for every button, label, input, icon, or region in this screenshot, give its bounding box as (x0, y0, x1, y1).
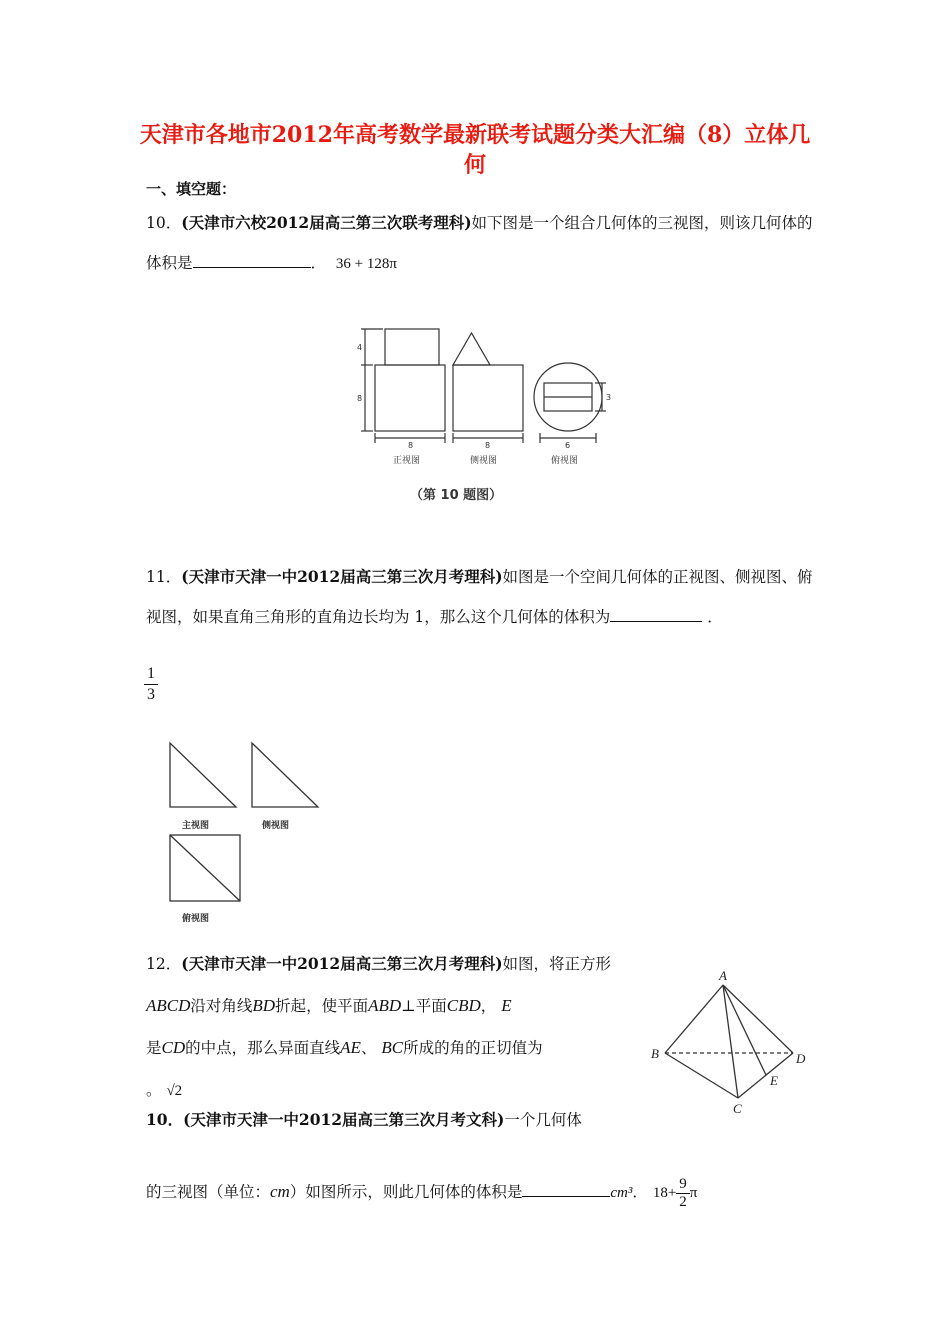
question-10 (146, 203, 816, 284)
question-number: 12． (146, 955, 182, 973)
point-label-c: C (733, 1101, 742, 1115)
fraction-numerator: 9 (676, 1176, 690, 1194)
tetrahedron-figure-q12 (645, 965, 820, 1115)
question-text: 如下图是一个组合几何体的三视图，则该几何体的体积是 (146, 214, 813, 272)
section-heading: 一、填空题： (146, 180, 237, 198)
dim-label: 6 (565, 441, 571, 450)
side-view-triangle (252, 743, 318, 807)
question-number: 10． (146, 214, 182, 232)
math-term: BC (381, 1038, 404, 1057)
question-source: (天津市六校2012届高三第三次联考理科) (181, 213, 472, 232)
point-label-b: B (651, 1046, 659, 1061)
answer-fraction (676, 1176, 690, 1211)
three-view-figure-q10 (355, 325, 615, 475)
question-text: 折起，使平面 (275, 997, 369, 1015)
dim-label: 8 (408, 441, 414, 450)
question-text: 平面 (415, 997, 447, 1015)
side-view-triangle (453, 333, 490, 365)
answer-text: √2 (166, 1083, 183, 1099)
side-view-label: 侧视图 (470, 456, 498, 466)
front-view-top-box (385, 329, 439, 365)
dim-label: 8 (485, 441, 491, 450)
answer-blank (522, 1178, 610, 1197)
math-term: ABCD (146, 996, 191, 1015)
dim-label: 4 (357, 343, 363, 352)
math-term: ABD (368, 996, 402, 1015)
question-source: (天津市天津一中2012届高三第三次月考理科) (181, 567, 503, 586)
figure-caption: （第 10 题图） (410, 488, 503, 503)
main-view-triangle (170, 743, 236, 807)
fraction-denominator: 2 (679, 1193, 687, 1210)
dim-label: 8 (357, 394, 363, 403)
point-label-d: D (796, 1051, 806, 1066)
question-text-end: ． (707, 608, 723, 626)
question-10-wenke (146, 1100, 636, 1140)
question-number: 10． (146, 1110, 184, 1129)
question-source: (天津市天津一中2012届高三第三次月考文科) (183, 1110, 505, 1129)
question-text: 所成的角的正切值为 (403, 1039, 543, 1057)
main-view-label: 主视图 (182, 821, 210, 831)
question-text: 一个几何体 (504, 1111, 582, 1129)
math-term: CBD (446, 996, 481, 1015)
math-symbol: ⊥ (401, 997, 416, 1015)
question-number: 11． (146, 568, 182, 586)
question-text: 沿对角线 (190, 997, 253, 1015)
point-label-a: A (719, 968, 727, 983)
question-source: (天津市天津一中2012届高三第三次月考理科) (181, 954, 503, 973)
math-term: BD (252, 996, 276, 1015)
fraction-numerator: 1 (144, 664, 158, 685)
answer-text: 18+ (652, 1185, 677, 1201)
question-text: 的三视图（单位： (146, 1183, 271, 1201)
unit-text: cm³ (610, 1185, 633, 1201)
side-view-label: 侧视图 (262, 821, 290, 831)
answer-text: π (689, 1185, 698, 1201)
answer-blank (610, 603, 702, 622)
question-11 (146, 557, 816, 637)
answer-fraction (144, 664, 158, 705)
question-text: 。 (146, 1081, 162, 1099)
math-term: E (501, 996, 512, 1015)
point-label-e: E (770, 1073, 778, 1088)
document-title: 天津市各地市2012年高考数学最新联考试题分类大汇编（8）立体几何 (139, 122, 811, 178)
question-text-end: ． (310, 254, 327, 272)
top-view-label: 俯视图 (182, 914, 210, 924)
question-text: 如图是一个空间几何体的正视图、侧视图、俯视图，如果直角三角形的直角边长均为 1，那么这个几何体的体积为 (146, 568, 813, 626)
question-text: ， (480, 997, 497, 1015)
top-view-label: 俯视图 (551, 456, 579, 466)
answer-blank (193, 249, 311, 268)
fraction-denominator: 3 (147, 686, 155, 703)
question-12 (146, 943, 636, 1112)
front-view-main-box (375, 365, 445, 431)
question-10-wenke-line2 (146, 1172, 816, 1213)
question-text: ）如图所示，则此几何体的体积是 (289, 1183, 523, 1201)
question-text: 的中点，那么异面直线 (185, 1039, 341, 1057)
question-text: 、 (360, 1039, 377, 1057)
three-view-figure-q11 (160, 735, 330, 930)
question-text-end: ． (632, 1183, 648, 1201)
answer-text: 36 + 128π (335, 256, 397, 272)
front-view-label: 正视图 (393, 456, 421, 466)
dim-label: 3 (606, 393, 612, 402)
math-term: AE (340, 1038, 361, 1057)
math-term: cm (270, 1182, 290, 1201)
side-view-main-box (453, 365, 523, 431)
math-term: CD (161, 1038, 186, 1057)
question-text: 是 (146, 1039, 162, 1057)
question-text: 如图，将正方形 (502, 955, 612, 973)
